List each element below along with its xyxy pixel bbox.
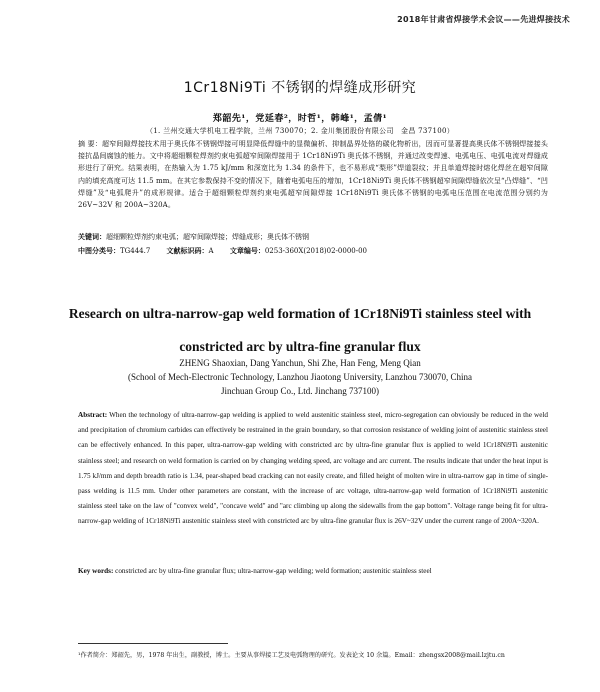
running-head: 2018年甘肃省焊接学术会议——先进焊接技术 <box>397 15 570 24</box>
english-abstract <box>78 408 548 530</box>
english-title-line2: constricted arc by ultra-fine granular flux <box>179 339 421 354</box>
chinese-affiliation: （1. 兰州交通大学机电工程学院，兰州 730070；2. 金川集团股份有限公司 金昌 737100） <box>146 127 454 135</box>
chinese-keywords-value: 超细颗粒焊剂约束电弧；超窄间隙焊接；焊缝成形；奥氏体不锈钢 <box>106 233 309 241</box>
article-number-value: 0253-360X(2018)02-0000-00 <box>264 247 368 255</box>
author-footnote: ¹作者简介：郑韶先，男，1978 年出生，副教授，博士。主要从事焊接工艺及电弧物理的研究。发表论文 10 余篇。Email：zhengsx2008@mail.lzjtu.cn <box>78 652 505 659</box>
doc-code-value: A <box>208 247 214 255</box>
article-number-label: 文章编号： <box>229 247 265 255</box>
chinese-authors: 郑韶先¹，党延春²，时哲¹，韩峰¹，孟倩¹ <box>212 114 388 124</box>
chinese-keywords <box>78 232 548 242</box>
english-keywords-value: constricted arc by ultra-fine granular flux; ultra-narrow-gap welding; weld formation; austenitic stainless steel <box>115 567 432 575</box>
class-number-value: TG444.7 <box>120 247 151 255</box>
english-keywords-label: Key words: <box>78 567 114 575</box>
english-abstract-body: When the technology of ultra-narrow-gap welding is applied to weld austenitic stainless steel, micro-segregation can obviously be reduced in the weld and precipitation of chromium carbides can effectively be restrained in the grain boundary, so that corrosion resistance of welding joint of austenitic stainless steel can be effectively enhanced. In this paper, ultra-narrow-gap welding with constricted arc by ultra-fine granular flux is applied to weld 1Cr18Ni9Ti austenitic stainless steel; and research on weld formation is carried on by changing welding speed, arc voltage and arc current. The results indicate that under the heat input is 1.75 kJ/mm and depth breadth ratio is 1.34, pear-shaped bead cracking can not easily create, and filled height of molten wire in ultra-narrow gap in time of single-pass welding is 11.5 mm. Under other parameters are constant, with the increase of arc voltage, ultra-narrow-gap weld formation of 1Cr18Ni9Ti austenitic stainless steel take on the law of "convex weld", "concave weld" and "arc climbing up along the sidewalls from the gap bottom". Voltage range being fit for ultra-narrow-gap welding of 1Cr18Ni9Ti austenitic stainless steel with constricted arc by ultra-fine granular flux is 26V~32V under the current range of 200A~320A. <box>78 411 548 526</box>
english-keywords <box>78 567 548 575</box>
doc-code-label: 文献标识码： <box>166 247 209 255</box>
class-number-label: 中图分类号： <box>78 247 120 255</box>
english-affiliation-line1: (School of Mech-Electronic Technology, Lanzhou Jiaotong University, Lanzhou 730070, China <box>128 372 472 382</box>
chinese-abstract: 摘 要：超窄间隙焊接技术用于奥氏体不锈钢焊接可明显降低焊缝中的显微偏析、抑制晶界处铬的碳化物析出，因而可显著提高奥氏体不锈钢焊接接头接抗晶间腐蚀的能力。文中将超细颗粒焊剂约束电弧超窄间隙焊接用于 1Cr18Ni9Ti 奥氏体不锈钢，并通过改变焊速、电弧电压、电弧电流对焊缝成形进行了研究。结果表明，在热输入为 1.75 kJ/mm 和深宽比为 1.34 的条件下，也不易形成“梨形”焊道裂纹；并且单道焊接时熔化焊丝在超窄间隙内的填充高度可达 11.5 mm。在其它参数保持不变的情况下，随着电弧电压的增加，1Cr18Ni9Ti 奥氏体不锈钢超窄间隙焊缝依次呈“凸焊缝”、“凹焊缝”及“电弧爬升”的成形规律。适合于超细颗粒焊剂约束电弧超窄间隙焊接 1Cr18Ni9Ti 奥氏体不锈钢的电弧电压范围在电流范围分别约为 26V~32V 和 200A~320A。 <box>78 140 548 210</box>
footnote-divider <box>78 643 228 644</box>
english-affiliation-line2: Jinchuan Group Co., Ltd. Jinchang 737100) <box>221 386 379 396</box>
chinese-classification <box>78 246 548 256</box>
chinese-keywords-label: 关键词： <box>78 233 106 241</box>
english-abstract-label: Abstract: <box>78 411 108 419</box>
english-title-line1: Research on ultra-narrow-gap weld formation of 1Cr18Ni9Ti stainless steel with <box>68 306 532 321</box>
english-authors: ZHENG Shaoxian, Dang Yanchun, Shi Zhe, Han Feng, Meng Qian <box>179 358 421 368</box>
chinese-title: 1Cr18Ni9Ti 不锈钢的焊缝成形研究 <box>183 80 417 96</box>
